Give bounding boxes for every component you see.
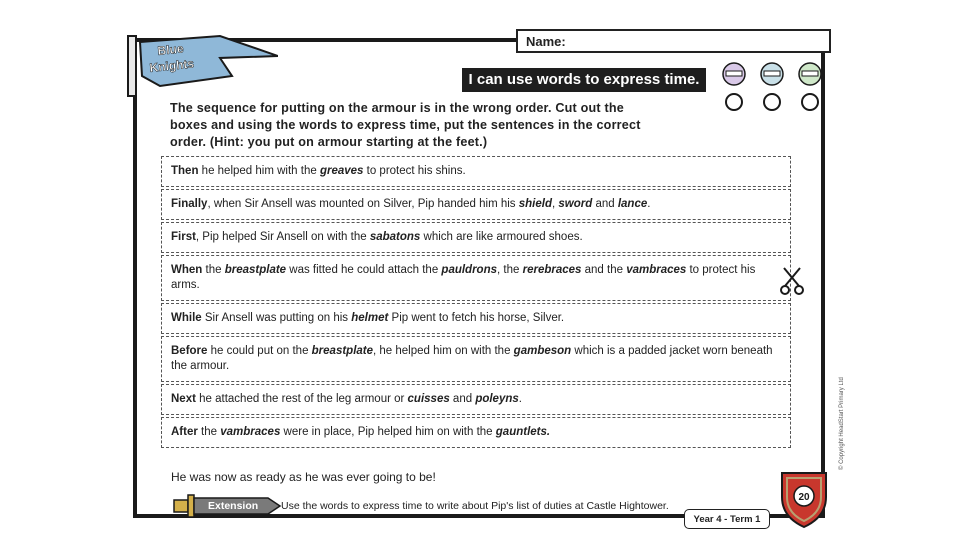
- name-label: Name:: [526, 34, 566, 49]
- strip-text: the: [197, 426, 221, 438]
- armour-term: sabatons: [369, 231, 421, 243]
- strip-text: , the: [497, 264, 523, 276]
- armour-term: sword: [558, 198, 593, 210]
- sentence-strip[interactable]: [161, 384, 791, 415]
- knight-face-icon-1: [723, 63, 745, 110]
- armour-term: breastplate: [224, 264, 287, 276]
- strip-text: and the: [581, 264, 627, 276]
- strip-text: and: [592, 198, 618, 210]
- knight-face-icon-2: [761, 63, 783, 110]
- instructions: [170, 100, 710, 151]
- armour-term: breastplate: [311, 345, 374, 357]
- sentence-strip[interactable]: [161, 336, 791, 382]
- armour-term: cuisses: [407, 393, 450, 405]
- strip-text: to protect his shins.: [363, 165, 466, 177]
- strip-text: were in place, Pip helped him on with the: [280, 426, 496, 438]
- strip-text: Sir Ansell was putting on his: [201, 312, 352, 324]
- time-word: First: [171, 231, 196, 243]
- copyright-notice: © Copyright HeadStart Primary Ltd: [839, 377, 845, 470]
- armour-term: helmet: [351, 312, 389, 324]
- strip-text: was fitted he could attach the: [286, 264, 442, 276]
- armour-term: vambraces: [626, 264, 687, 276]
- time-word: After: [171, 426, 198, 438]
- sentence-strip[interactable]: [161, 417, 791, 448]
- armour-term: gambeson: [513, 345, 572, 357]
- time-word: Then: [171, 165, 199, 177]
- sentence-strip[interactable]: [161, 303, 791, 334]
- instructions-line: order. (Hint: you put on armour starting at the feet.): [170, 135, 488, 149]
- extension-label: Extension: [208, 500, 259, 512]
- strip-text: .: [647, 198, 651, 210]
- time-word: While: [171, 312, 202, 324]
- page-number: 20: [798, 492, 810, 503]
- banner-text-line1: Blue: [156, 41, 185, 58]
- strip-text: , Pip helped Sir Ansell on with the: [195, 231, 370, 243]
- sentence-strip[interactable]: [161, 222, 791, 253]
- name-field[interactable]: [516, 29, 831, 53]
- sword-guard: [188, 495, 194, 517]
- strip-text: Pip went to fetch his horse, Silver.: [388, 312, 565, 324]
- armour-term: .: [546, 426, 551, 438]
- extension-text: Use the words to express time to write about Pip's list of duties at Castle Hightower.: [281, 500, 669, 512]
- sentence-strip[interactable]: [161, 156, 791, 187]
- strip-text: to protect his arms.: [171, 264, 756, 291]
- strip-text: he helped him with the: [198, 165, 320, 177]
- page-number-shield: [776, 467, 832, 529]
- scissors-icon: [779, 266, 805, 296]
- strip-text: , when Sir Ansell was mounted on Silver, Pip handed him his: [207, 198, 519, 210]
- closing-sentence: He was now as ready as he was ever going to be!: [171, 470, 436, 484]
- sentence-strip[interactable]: [161, 189, 791, 220]
- time-word: When: [171, 264, 203, 276]
- armour-term: poleyns: [475, 393, 519, 405]
- strip-text: he could put on the: [207, 345, 312, 357]
- armour-term: vambraces: [220, 426, 281, 438]
- armour-term: shield: [518, 198, 552, 210]
- knight-face-icon-3: [799, 63, 821, 110]
- armour-term: gauntlets: [495, 426, 547, 438]
- sword-handle: [174, 500, 188, 512]
- banner-pole: [128, 36, 136, 96]
- year-term-badge: Year 4 - Term 1: [684, 509, 770, 529]
- blue-knights-banner: [120, 28, 278, 98]
- instructions-line: The sequence for putting on the armour is in the wrong order. Cut out the: [170, 101, 624, 115]
- strip-text: which is a padded jacket worn beneath the armour.: [171, 345, 773, 372]
- learning-objective: I can use words to express time.: [462, 68, 706, 92]
- banner-text-line2: Knights: [148, 56, 195, 75]
- strip-text: , he helped him on with the: [373, 345, 514, 357]
- strip-text: and: [449, 393, 476, 405]
- strip-text: which are like armoured shoes.: [420, 231, 583, 243]
- strip-text: ,: [551, 198, 559, 210]
- armour-term: lance: [617, 198, 648, 210]
- armour-term: rerebraces: [522, 264, 582, 276]
- time-word: Finally: [171, 198, 208, 210]
- armour-term: greaves: [319, 165, 364, 177]
- armour-term: pauldrons: [441, 264, 498, 276]
- strip-text: he attached the rest of the leg armour or: [195, 393, 408, 405]
- self-assessment-faces: [718, 54, 828, 114]
- strip-text: .: [518, 393, 522, 405]
- cut-out-strips: [161, 157, 791, 448]
- strip-text: the: [202, 264, 225, 276]
- time-word: Next: [171, 393, 196, 405]
- time-word: Before: [171, 345, 208, 357]
- sentence-strip[interactable]: [161, 255, 791, 301]
- instructions-line: boxes and using the words to express time, put the sentences in the correct: [170, 118, 641, 132]
